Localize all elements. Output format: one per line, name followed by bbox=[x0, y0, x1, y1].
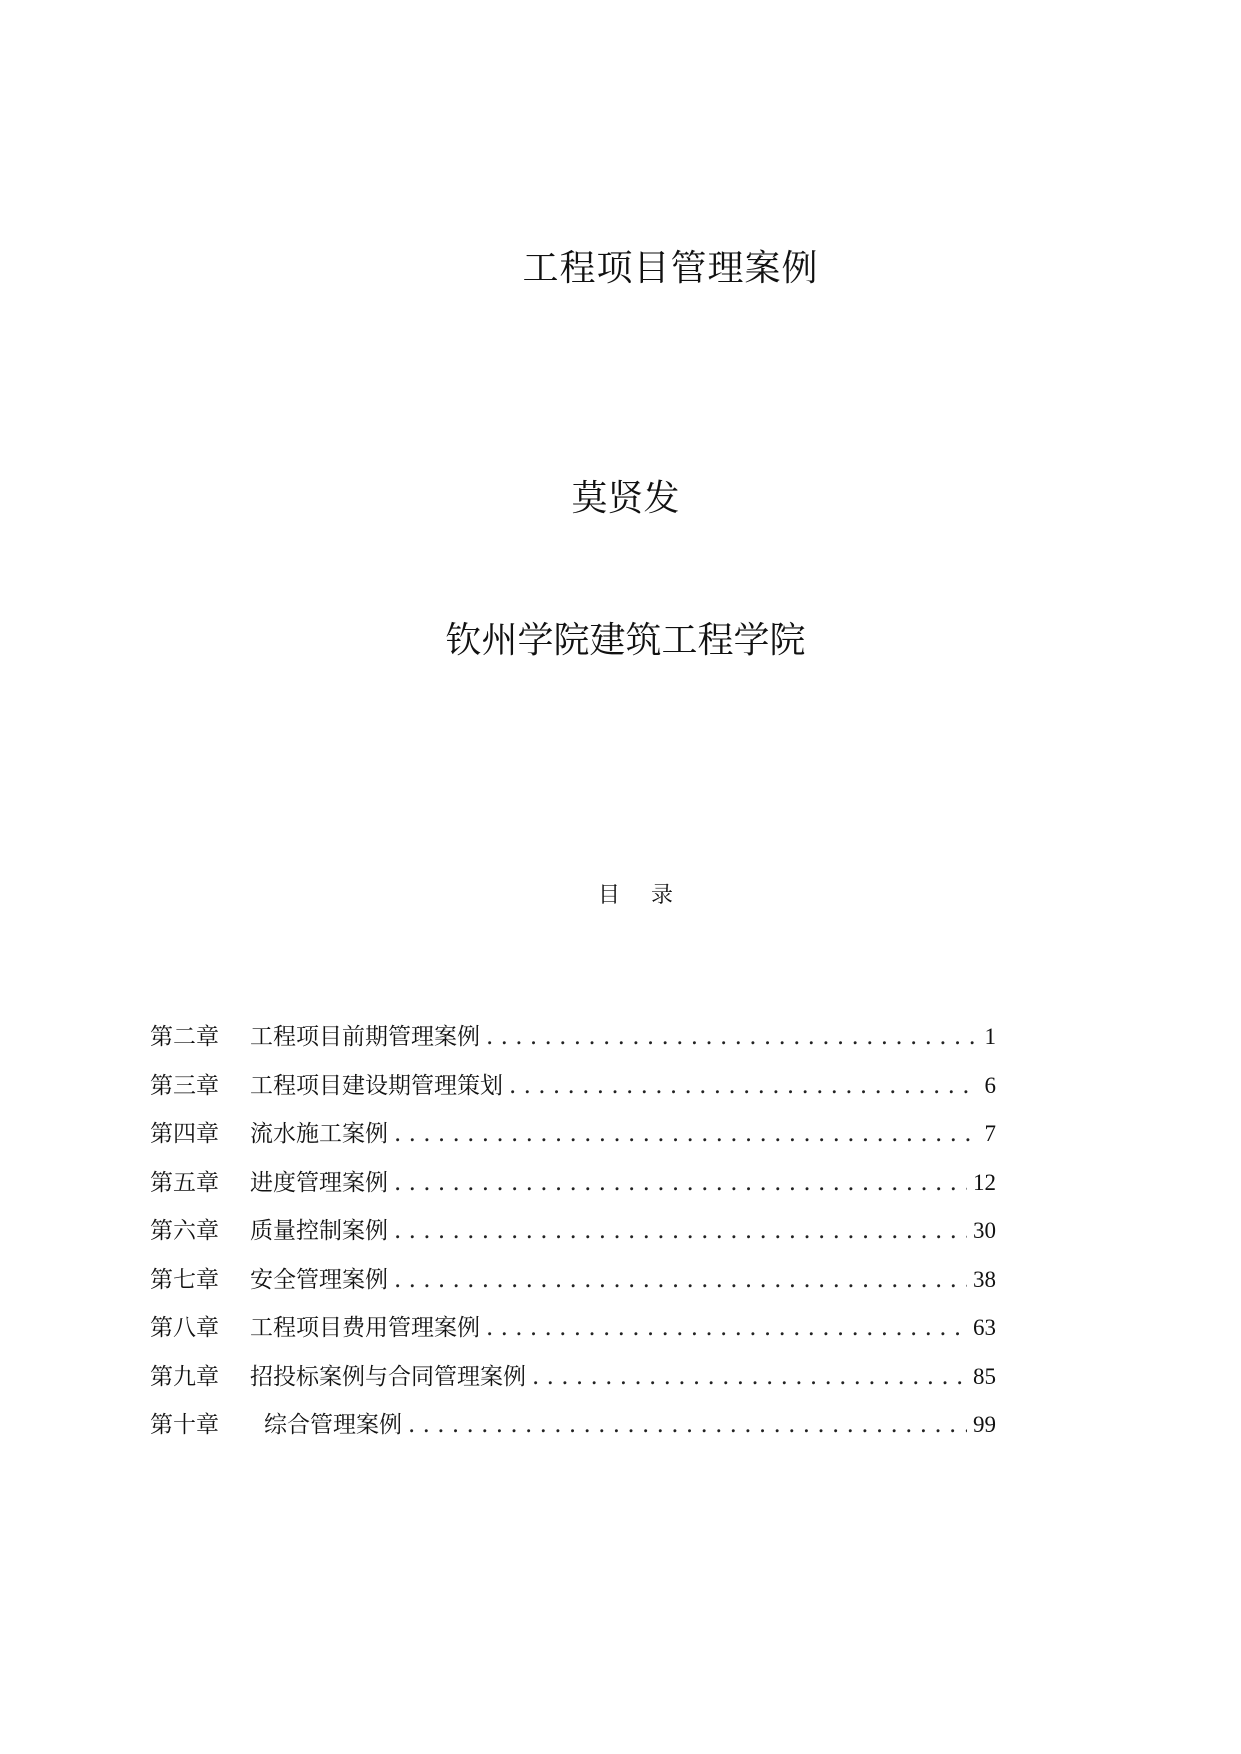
toc-entry-title: 质量控制案例 bbox=[250, 1218, 388, 1244]
toc-dot-leader bbox=[394, 1121, 979, 1147]
toc-entry-title: 综合管理案例 bbox=[264, 1412, 402, 1438]
toc-chapter-label: 第六章 bbox=[150, 1218, 219, 1244]
toc-heading: 目 录 bbox=[598, 883, 673, 908]
toc-entry[interactable] bbox=[150, 1018, 996, 1067]
toc-entry[interactable] bbox=[150, 1309, 996, 1358]
toc-chapter-label: 第八章 bbox=[150, 1315, 219, 1341]
toc-dot-leader bbox=[408, 1412, 967, 1438]
toc-entry-title: 安全管理案例 bbox=[250, 1266, 388, 1293]
toc-entry-title: 招投标案例与合同管理案例 bbox=[250, 1363, 526, 1390]
toc-entry-title: 工程项目建设期管理策划 bbox=[250, 1072, 503, 1099]
toc-page-number: 30 bbox=[973, 1218, 996, 1243]
toc-page-number: 7 bbox=[984, 1121, 996, 1146]
toc-page-number: 12 bbox=[973, 1169, 996, 1195]
document-author: 莫贤发 bbox=[571, 478, 680, 519]
toc-entry[interactable] bbox=[150, 1164, 996, 1213]
toc-page-number: 1 bbox=[984, 1024, 996, 1049]
toc-page-number: 6 bbox=[984, 1072, 996, 1098]
toc-entry[interactable] bbox=[150, 1261, 996, 1310]
toc-dot-leader bbox=[509, 1073, 979, 1099]
toc-page-number: 63 bbox=[973, 1315, 996, 1340]
toc-entry[interactable] bbox=[150, 1406, 996, 1455]
toc-entry-title: 进度管理案例 bbox=[250, 1169, 388, 1196]
toc-chapter-label: 第四章 bbox=[150, 1121, 219, 1147]
toc-chapter-label: 第三章 bbox=[150, 1072, 219, 1099]
toc-dot-leader bbox=[486, 1024, 979, 1050]
toc-dot-leader bbox=[532, 1364, 967, 1390]
toc-chapter-label: 第二章 bbox=[150, 1024, 219, 1050]
toc-page-number: 99 bbox=[973, 1412, 996, 1437]
toc-page-number: 38 bbox=[973, 1266, 996, 1292]
toc-entry-title: 工程项目费用管理案例 bbox=[250, 1315, 480, 1341]
toc-chapter-label: 第十章 bbox=[150, 1412, 219, 1438]
document-institution: 钦州学院建筑工程学院 bbox=[445, 620, 806, 661]
toc-chapter-label: 第九章 bbox=[150, 1363, 219, 1390]
toc-dot-leader bbox=[394, 1218, 967, 1244]
toc-dot-leader bbox=[394, 1170, 967, 1196]
document-title: 工程项目管理案例 bbox=[522, 248, 819, 289]
toc-dot-leader bbox=[486, 1315, 967, 1341]
toc-entry[interactable] bbox=[150, 1212, 996, 1261]
toc-entry[interactable] bbox=[150, 1115, 996, 1164]
toc-entry-title: 工程项目前期管理案例 bbox=[250, 1024, 480, 1050]
toc-page-number: 85 bbox=[973, 1363, 996, 1389]
toc-chapter-label: 第七章 bbox=[150, 1266, 219, 1293]
toc-entry-title: 流水施工案例 bbox=[250, 1121, 388, 1147]
toc-entry[interactable] bbox=[150, 1358, 996, 1407]
table-of-contents bbox=[150, 1018, 996, 1455]
toc-dot-leader bbox=[394, 1267, 967, 1293]
toc-entry[interactable] bbox=[150, 1067, 996, 1116]
toc-chapter-label: 第五章 bbox=[150, 1169, 219, 1196]
